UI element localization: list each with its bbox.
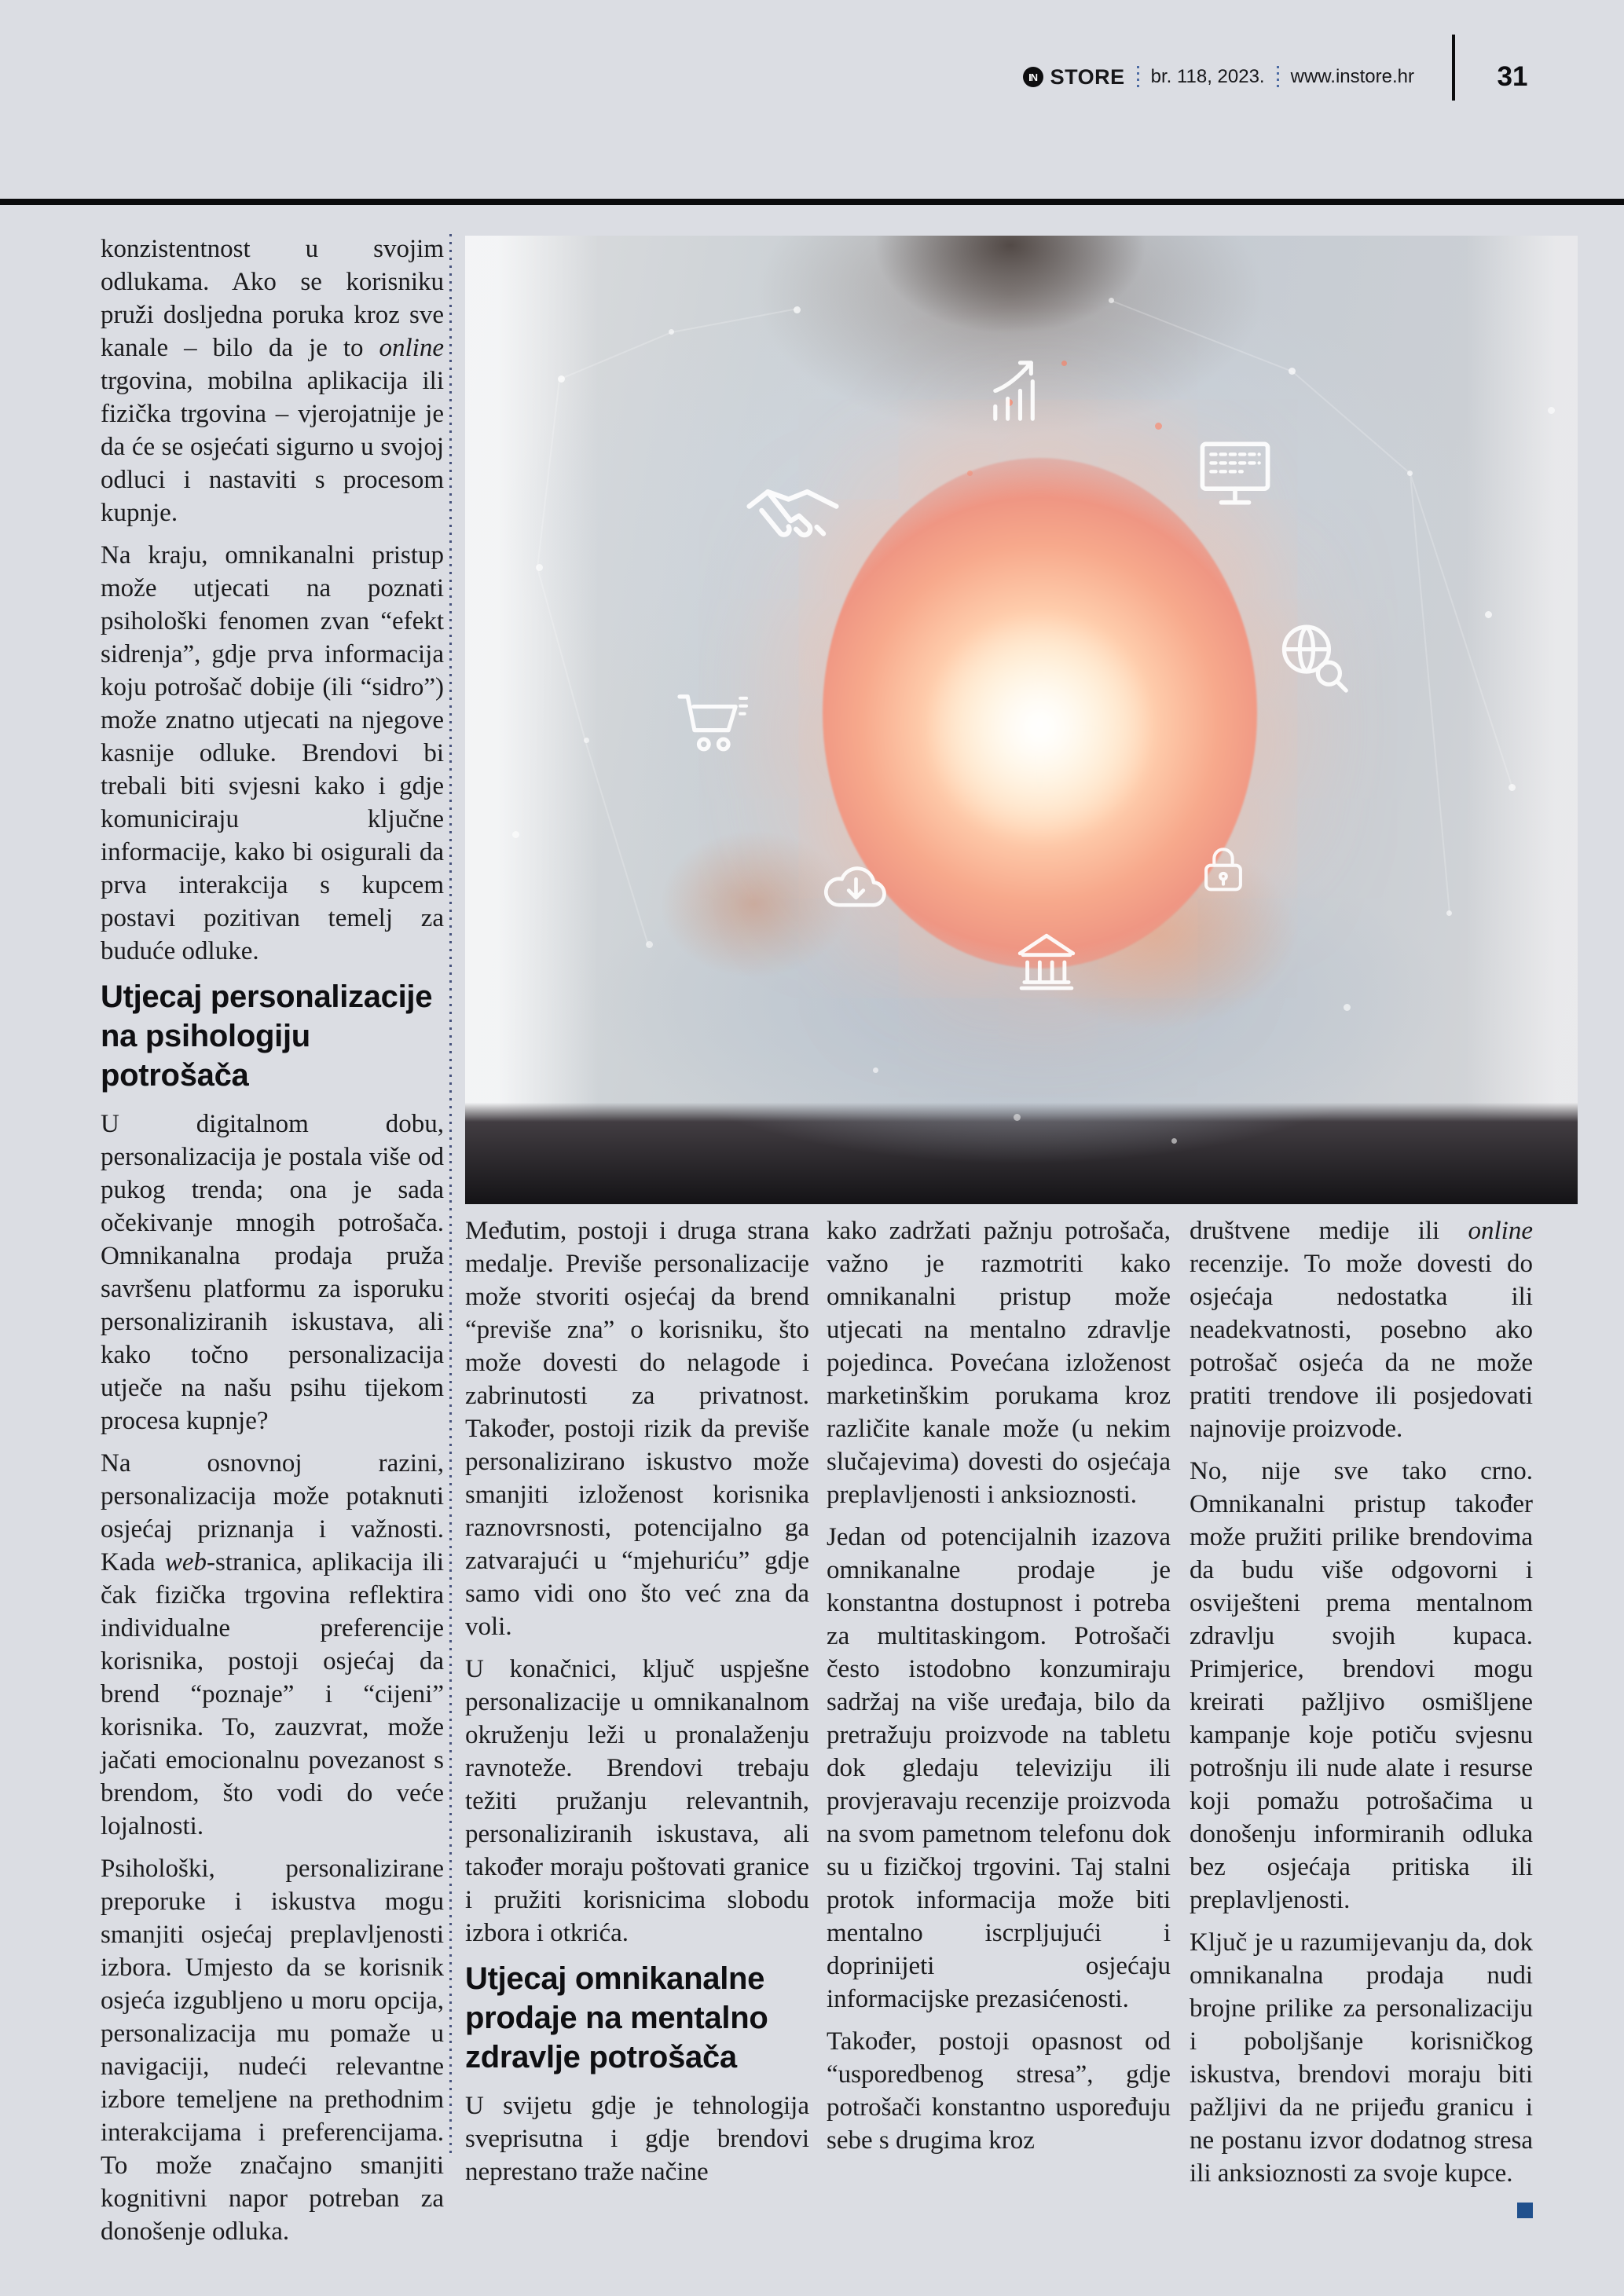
column-dotted-rule (449, 234, 452, 2157)
article-paragraph: No, nije sve tako crno. Omnikanalni pristup također može pružiti prilike brendovima da budu više odgovorni i osviješteni prema mentalnom zdravlju svojih kupaca. Primjerice, brendovi mogu kreirati pažljivo osmišljene kampanje koje potiču svjesnu potrošnju ili nude alate i resurse koji pomažu potrošačima u donošenju informiranih odluka bez osjećaja pritiska ili preplavljenosti. (1190, 1457, 1533, 1914)
lock-icon (1196, 833, 1251, 907)
article-paragraph: Međutim, postoji i druga strana medalje. Previše personalizacije može stvoriti osjećaj da brend “previše zna” o korisniku, što može dovesti do nelagode i zabrinutosti za privatnost. Također, postoji rizik da previše personalizirano iskustvo može smanjiti izloženost korisnika raznovrsnosti, potencijalno ga zatvarajući u “mjehuriću” gdje samo vidi ono što već zna da voli. (465, 1217, 809, 1641)
article-paragraph: Na osnovnoj razini, personalizacija može potaknuti osjećaj priznanja i važnosti. Kada web-stranica, aplikacija ili čak fizička trgovina reflektira individualne preferencije korisnika, postoji osjećaj da brend “poznaje” i “cijeni” korisnika. To, zauzvrat, može jačati emocionalnu povezanost s brendom, što vodi do veće lojalnosti. (101, 1449, 444, 1840)
article-end-mark (1517, 2203, 1533, 2218)
article-column-3 (827, 1214, 1171, 2166)
article-column-4 (1190, 1214, 1533, 2218)
hero-photo (465, 236, 1578, 1204)
article-paragraph: U svijetu gdje je tehnologija sveprisutna i gdje brendovi neprestano traže načine (465, 2092, 809, 2186)
globe-search-icon (1270, 617, 1353, 699)
shopping-cart-icon (671, 687, 753, 762)
article-paragraph: kako zadržati pažnju potrošača, važno je razmotriti kako omnikanalni pristup može utjecati na mentalno zdravlje pojedinca. Povećana izloženost marketinškim porukama kroz različite kanale može (u nekim slučajevima) dovesti do osjećaja preplavljenosti i anksioznosti. (827, 1217, 1171, 1509)
website-link[interactable]: www.instore.hr (1290, 66, 1414, 87)
article-paragraph: Na kraju, omnikanalni pristup može utjecati na poznati psihološki fenomen zvan “efekt sidrenja”, gdje prva informacija koju potrošač dobije (ili “sidro”) može znatno utjecati na njegove kasnije odluke. Brendovi bi trebali biti svjesni kako i gdje komuniciraju ključne informacije, kako bi osigurali da prva interakcija s kupcem postavi pozitivan temelj za buduće odluke. (101, 541, 444, 965)
bank-icon (1011, 919, 1082, 1005)
dotted-separator-icon (1137, 66, 1139, 88)
page-number-divider (1452, 35, 1455, 101)
sparkle-dots (465, 236, 469, 240)
cloud-download-icon (819, 856, 893, 911)
article-paragraph: Jedan od potencijalnih izazova omnikanalne prodaje je konstantna dostupnost i potreba za multitaskingom. Potrošači često istodobno konzumiraju sadržaj na više uređaja, bilo da pretražuju proizvode na tabletu dok gledaju televiziju ili provjeravaju recenzije proizvoda na svom pametnom telefonu dok su u fizičkoj trgovini. Taj stalni protok informacija može biti mentalno iscrpljujući i doprinijeti osjećaju informacijske prezasićenosti. (827, 1523, 1171, 2013)
monitor-icon (1188, 432, 1282, 514)
instore-logo-icon: IN (1023, 67, 1043, 87)
section-heading: Utjecaj personalizacije na psihologiju potrošača (101, 980, 433, 1093)
section-heading: Utjecaj omnikanalne prodaje na mentalno zdravlje potrošača (465, 1961, 768, 2074)
article-column-1 (101, 233, 444, 2258)
issue-number: br. 118, 2023. (1150, 66, 1265, 87)
article-paragraph: U digitalnom dobu, personalizacija je postala više od pukog trenda; ona je sada očekivanje mnogih potrošača. Omnikanalna prodaja pruža savršenu platformu za isporuku personaliziranih iskustava, ali kako točno personalizacija utječe na našu psihu tijekom procesa kupnje? (101, 1110, 444, 1435)
article-paragraph: Psihološki, personalizirane preporuke i iskustva mogu smanjiti osjećaj preplavljenosti izbora. Umjesto da se korisnik osjeća izgubljeno u moru opcija, personalizacija mu pomaže u navigaciji, nudeći relevantne izbore temeljene na prethodnim interakcijama i preferencijama. To može značajno smanjiti kognitivni napor potreban za donošenje odluka. (101, 1855, 444, 2246)
article-paragraph: U konačnici, ključ uspješne personalizacije u omnikanalnom okruženju leži u pronalaženju ravnoteže. Brendovi trebaju težiti pružanju relevantnih, personaliziranih iskustava, ali također moraju poštovati granice i pružiti korisnicima slobodu izbora i otkrića. (465, 1655, 809, 1947)
page-number: 31 (1497, 61, 1528, 92)
article-paragraph: konzistentnost u svojim odlukama. Ako se korisniku pruži dosljedna poruka kroz sve kanale – bilo da je to online trgovina, mobilna aplikacija ili fizička trgovina – vjerojatnije je da će se osjećati sigurno u svojoj odluci i nastaviti s procesom kupnje. (101, 235, 444, 527)
growth-chart-icon (980, 353, 1054, 428)
masthead (1023, 63, 1414, 91)
magazine-name: STORE (1050, 64, 1125, 89)
article-column-2 (465, 1214, 809, 2198)
header-rule (0, 199, 1624, 205)
handshake-icon (742, 475, 844, 550)
article-paragraph: Ključ je u razumijevanju da, dok omnikanalna prodaja nudi brojne prilike za personalizaciju i poboljšanje korisničkog iskustva, brendovi moraju biti pažljivi da ne prijeđu granicu i ne postanu izvor dodatnog stresa ili anksioznosti za svoje kupce. (1190, 1926, 1533, 2190)
article-paragraph: društvene medije ili online recenzije. To može dovesti do osjećaja nedostatka ili neadekvatnosti, posebno ako potrošač osjeća da ne može pratiti trendove ili posjedovati najnovije proizvode. (1190, 1217, 1533, 1443)
dotted-separator-icon (1277, 66, 1279, 88)
article-paragraph: Također, postoji opasnost od “usporedbenog stresa”, gdje potrošači konstantno uspoređuju sebe s drugima kroz (827, 2027, 1171, 2155)
